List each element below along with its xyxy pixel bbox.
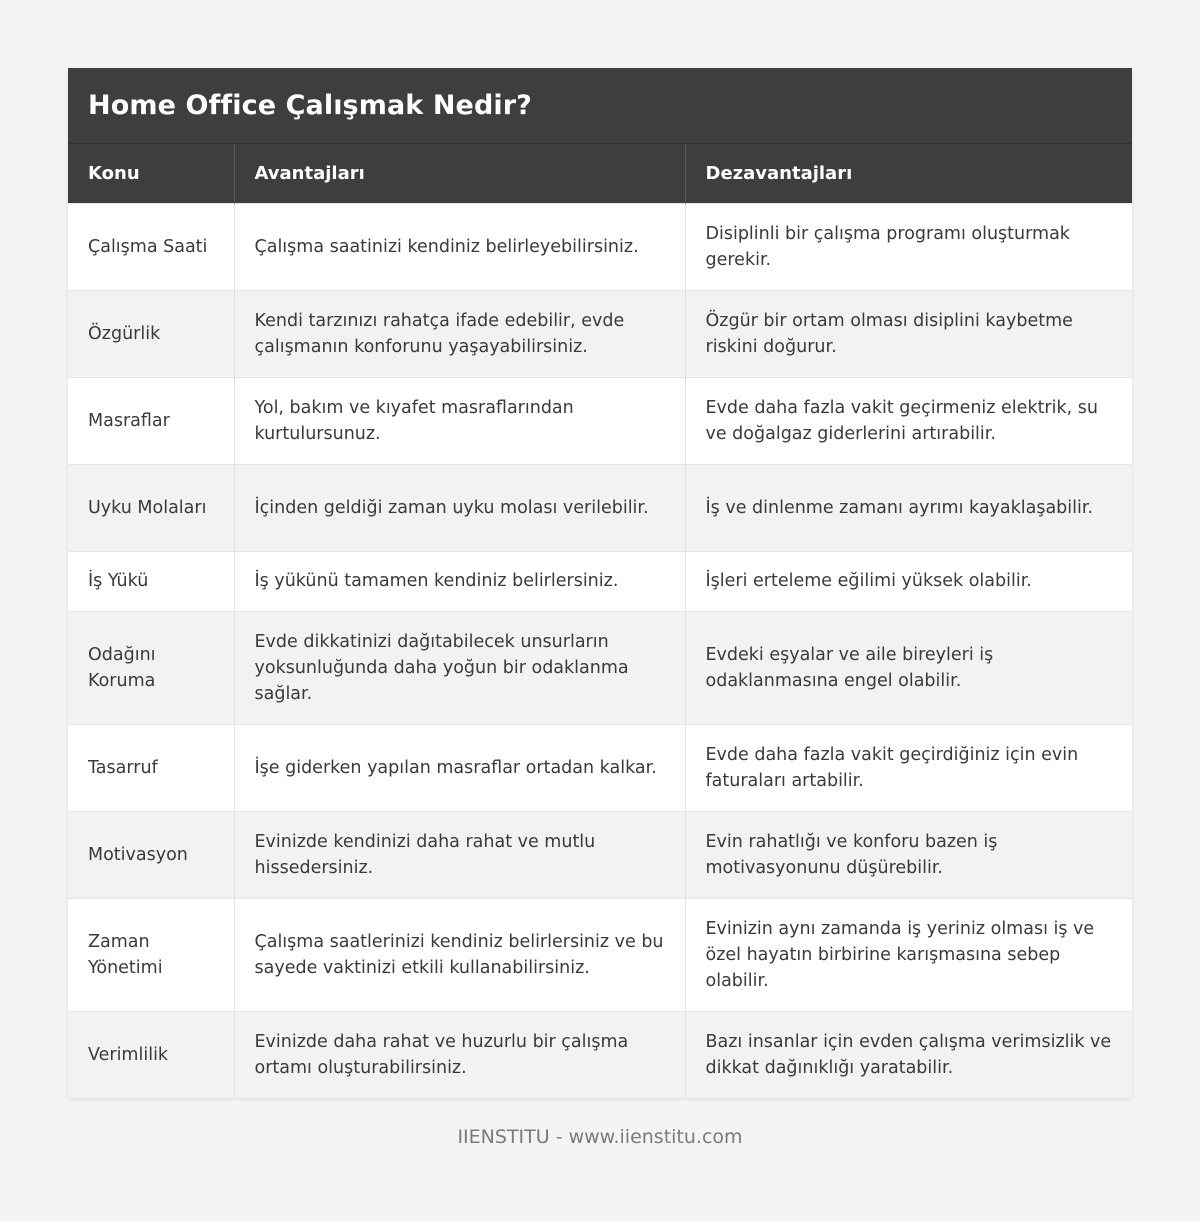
cell-disadvantage: Özgür bir ortam olması disiplini kaybetme riskini doğurur. — [685, 290, 1132, 377]
table-header-row — [68, 144, 1132, 203]
cell-advantage: Yol, bakım ve kıyafet masraflarından kurtulursunuz. — [234, 377, 685, 464]
cell-topic: Odağını Koruma — [68, 611, 234, 724]
comparison-table — [68, 144, 1132, 1098]
cell-disadvantage: Bazı insanlar için evden çalışma verimsizlik ve dikkat dağınıklığı yaratabilir. — [685, 1011, 1132, 1098]
table-row — [68, 1011, 1132, 1098]
cell-topic: Uyku Molaları — [68, 464, 234, 551]
cell-disadvantage: Evde daha fazla vakit geçirmeniz elektrik, su ve doğalgaz giderlerini artırabilir. — [685, 377, 1132, 464]
cell-topic: Özgürlik — [68, 290, 234, 377]
title-bar — [68, 68, 1132, 144]
table-card — [68, 68, 1132, 1098]
cell-advantage: Kendi tarzınızı rahatça ifade edebilir, evde çalışmanın konforunu yaşayabilirsiniz. — [234, 290, 685, 377]
footer-credit: IIENSTITU - www.iienstitu.com — [457, 1126, 743, 1148]
cell-advantage: Evde dikkatinizi dağıtabilecek unsurların yoksunluğunda daha yoğun bir odaklanma sağlar. — [234, 611, 685, 724]
cell-advantage: Evinizde kendinizi daha rahat ve mutlu hissedersiniz. — [234, 811, 685, 898]
cell-topic: İş Yükü — [68, 551, 234, 611]
cell-topic: Tasarruf — [68, 724, 234, 811]
cell-disadvantage: Evin rahatlığı ve konforu bazen iş motivasyonunu düşürebilir. — [685, 811, 1132, 898]
table-row — [68, 611, 1132, 724]
table-row — [68, 898, 1132, 1011]
cell-disadvantage: İş ve dinlenme zamanı ayrımı kayaklaşabilir. — [685, 464, 1132, 551]
cell-topic: Masraflar — [68, 377, 234, 464]
cell-advantage: Çalışma saatlerinizi kendiniz belirlersiniz ve bu sayede vaktinizi etkili kullanabilirsiniz. — [234, 898, 685, 1011]
cell-advantage: Çalışma saatinizi kendiniz belirleyebilirsiniz. — [234, 203, 685, 290]
column-header-disadvantages: Dezavantajları — [685, 144, 1132, 203]
cell-topic: Zaman Yönetimi — [68, 898, 234, 1011]
cell-advantage: Evinizde daha rahat ve huzurlu bir çalışma ortamı oluşturabilirsiniz. — [234, 1011, 685, 1098]
cell-disadvantage: Evde daha fazla vakit geçirdiğiniz için evin faturaları artabilir. — [685, 724, 1132, 811]
table-row — [68, 724, 1132, 811]
cell-advantage: İçinden geldiği zaman uyku molası verilebilir. — [234, 464, 685, 551]
cell-advantage: İş yükünü tamamen kendiniz belirlersiniz. — [234, 551, 685, 611]
column-header-advantages: Avantajları — [234, 144, 685, 203]
cell-disadvantage: Evdeki eşyalar ve aile bireyleri iş odaklanmasına engel olabilir. — [685, 611, 1132, 724]
cell-topic: Verimlilik — [68, 1011, 234, 1098]
cell-disadvantage: Evinizin aynı zamanda iş yeriniz olması iş ve özel hayatın birbirine karışmasına sebep olabilir. — [685, 898, 1132, 1011]
page-title: Home Office Çalışmak Nedir? — [88, 90, 532, 121]
cell-topic: Çalışma Saati — [68, 203, 234, 290]
cell-disadvantage: İşleri erteleme eğilimi yüksek olabilir. — [685, 551, 1132, 611]
cell-topic: Motivasyon — [68, 811, 234, 898]
table-row — [68, 203, 1132, 290]
cell-disadvantage: Disiplinli bir çalışma programı oluşturmak gerekir. — [685, 203, 1132, 290]
table-row — [68, 290, 1132, 377]
cell-advantage: İşe giderken yapılan masraflar ortadan kalkar. — [234, 724, 685, 811]
table-row — [68, 811, 1132, 898]
table-row — [68, 377, 1132, 464]
table-row — [68, 464, 1132, 551]
column-header-topic: Konu — [68, 144, 234, 203]
table-row — [68, 551, 1132, 611]
